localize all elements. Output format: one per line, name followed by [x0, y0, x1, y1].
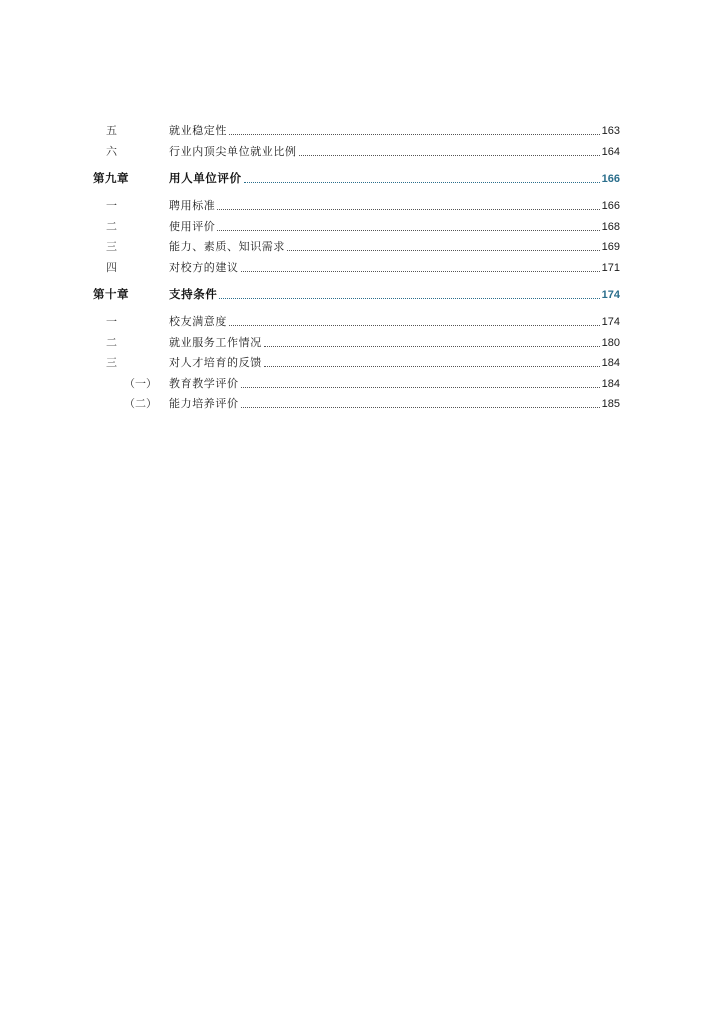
toc-entry[interactable] [0, 332, 724, 353]
toc-entry-number: 四 [106, 260, 118, 274]
dot-leader [241, 407, 600, 408]
dot-leader [244, 182, 600, 183]
dot-leader [264, 366, 600, 367]
toc-entry-page: 184 [601, 377, 620, 390]
toc-entry[interactable] [0, 195, 724, 216]
toc-entry-number: 二 [106, 335, 118, 349]
dot-leader [264, 346, 600, 347]
toc-subentry[interactable] [0, 393, 724, 414]
dot-leader [287, 250, 600, 251]
toc-entry-number: 二 [106, 219, 118, 233]
toc-entry-page: 164 [601, 145, 620, 158]
dot-leader [229, 325, 600, 326]
toc-entry[interactable] [0, 352, 724, 373]
toc-entry[interactable] [0, 216, 724, 237]
dot-leader [219, 298, 599, 299]
toc-entry-title: 校友满意度 [169, 315, 227, 329]
toc-entry-page: 163 [601, 125, 620, 138]
toc-entry-number: 三 [106, 356, 118, 370]
chapter-page: 174 [601, 289, 620, 301]
toc-subentry-number: （二） [124, 397, 157, 411]
toc-entry-number: 一 [106, 199, 118, 213]
toc-entry-page: 185 [601, 398, 620, 411]
chapter-title: 用人单位评价 [169, 171, 242, 185]
dot-leader [217, 230, 599, 231]
toc-entry[interactable] [0, 120, 724, 141]
toc-chapter[interactable] [0, 283, 724, 305]
toc-entry-number: 五 [106, 124, 118, 138]
toc-entry-title: 对校方的建议 [169, 260, 239, 274]
toc-entry[interactable] [0, 141, 724, 162]
toc-entry-title: 对人才培育的反馈 [169, 356, 262, 370]
toc-entry-title: 能力、素质、知识需求 [169, 240, 285, 254]
toc-entry-page: 180 [601, 336, 620, 349]
toc-subentry[interactable] [0, 373, 724, 394]
chapter-number: 第九章 [93, 171, 129, 185]
toc-subentry-number: （一） [124, 376, 157, 390]
toc-entry-title: 就业服务工作情况 [169, 335, 262, 349]
toc-entry-page: 168 [601, 220, 620, 233]
chapter-number: 第十章 [93, 287, 129, 301]
toc-entry-page: 166 [601, 200, 620, 213]
toc-chapter[interactable] [0, 167, 724, 189]
dot-leader [241, 271, 600, 272]
toc-entry-page: 174 [601, 316, 620, 329]
toc-entry-page: 184 [601, 357, 620, 370]
toc-entry-page: 171 [601, 261, 620, 274]
toc-entry-title: 教育教学评价 [169, 376, 239, 390]
toc-entry-title: 就业稳定性 [169, 124, 227, 138]
toc-entry[interactable] [0, 236, 724, 257]
toc-entry-page: 169 [601, 241, 620, 254]
toc-entry-number: 一 [106, 315, 118, 329]
chapter-page: 166 [601, 173, 620, 185]
dot-leader [299, 155, 600, 156]
toc-entry-number: 三 [106, 240, 118, 254]
chapter-title: 支持条件 [169, 287, 218, 301]
toc-entry[interactable] [0, 311, 724, 332]
dot-leader [217, 209, 599, 210]
toc-entry-title: 能力培养评价 [169, 397, 239, 411]
toc-entry-number: 六 [106, 144, 118, 158]
toc-entry-title: 使用评价 [169, 219, 216, 233]
toc-entry-title: 行业内顶尖单位就业比例 [169, 144, 297, 158]
table-of-contents [0, 120, 724, 414]
toc-entry[interactable] [0, 257, 724, 278]
dot-leader [241, 387, 600, 388]
dot-leader [229, 134, 600, 135]
toc-entry-title: 聘用标准 [169, 199, 216, 213]
